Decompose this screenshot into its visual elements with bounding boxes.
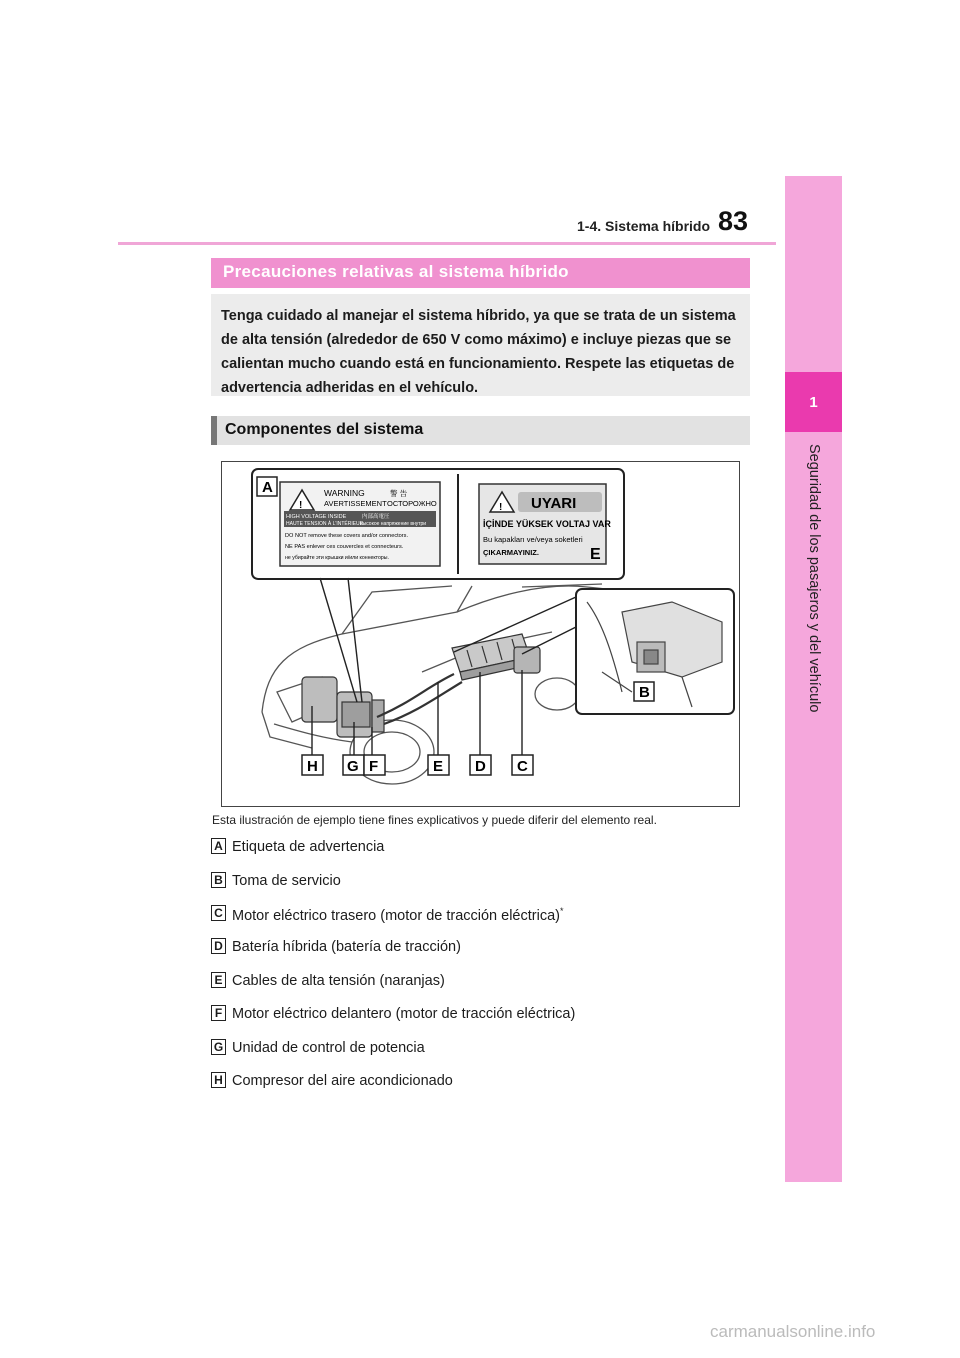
svg-text:E: E	[433, 758, 444, 775]
list-item	[211, 938, 691, 960]
svg-text:F: F	[369, 758, 379, 775]
callout-B	[634, 682, 654, 701]
item-letter-badge: E	[211, 972, 226, 988]
components-heading-text: Componentes del sistema	[225, 421, 424, 438]
callout-D	[470, 755, 491, 775]
label2-line1: İÇİNDE YÜKSEK VOLTAJ VAR	[483, 519, 611, 529]
item-label: Compresor del aire acondicionado	[232, 1073, 453, 1089]
figure-caption: Esta ilustración de ejemplo tiene fines explicativos y puede diferir del elemento real.	[212, 813, 657, 827]
watermark: carmanualsonline.info	[710, 1322, 876, 1341]
item-label-with-note	[232, 906, 564, 924]
label1-line5: DO NOT remove these covers and/or connectors.	[285, 533, 409, 539]
page-number: 83	[718, 206, 749, 236]
label1-line1: WARNING	[324, 488, 365, 498]
intro-line-2: de alta tensión (alrededor de 650 V como máximo) e incluye piezas que se	[221, 332, 732, 348]
item-letter-badge: A	[211, 838, 226, 854]
chapter-sidebar	[785, 176, 842, 1182]
svg-text:C: C	[517, 758, 528, 775]
svg-text:A: A	[262, 479, 273, 496]
chapter-heading: 1-4. Sistema híbrido	[577, 218, 711, 234]
list-item	[211, 972, 691, 994]
warning-label-left	[280, 482, 440, 566]
svg-text:G: G	[347, 758, 359, 775]
item-label: Toma de servicio	[232, 873, 341, 889]
callout-F	[364, 755, 385, 775]
list-item	[211, 1072, 691, 1094]
section-heading-precautions	[211, 258, 750, 288]
list-item	[211, 838, 691, 860]
label1-line6: NE PAS enlever ces couvercles et connecteurs.	[285, 544, 404, 550]
label1-line4: HAUTE TENSION À L'INTÉRIEUR	[286, 521, 364, 527]
list-item	[211, 1005, 691, 1027]
list-item	[211, 1039, 691, 1061]
svg-text:E: E	[590, 546, 601, 563]
item-label: Cables de alta tensión (naranjas)	[232, 973, 445, 989]
list-item	[211, 872, 691, 894]
section-heading-text: Precauciones relativas al sistema híbrido	[223, 262, 569, 281]
footnote-marker: *	[559, 906, 564, 916]
item-letter-badge: B	[211, 872, 226, 888]
callout-H	[302, 755, 323, 775]
label1-line3b: 内部高電圧	[362, 514, 390, 520]
callout-C	[512, 755, 533, 775]
intro-line-4: advertencia adheridas en el vehículo.	[221, 380, 479, 396]
intro-line-3: calientan mucho cuando está en funcionamiento. Respete las etiquetas de	[221, 356, 735, 372]
item-letter-badge: D	[211, 938, 226, 954]
callout-E	[428, 755, 449, 775]
label1-line7: не убирайте эти крышки и/или коннекторы.	[285, 555, 389, 561]
section-heading-components	[211, 416, 750, 445]
header-rule	[118, 242, 776, 245]
label2-line2: Bu kapakları ve/veya soketleri	[483, 535, 583, 544]
item-label: Motor eléctrico delantero (motor de tracción eléctrica)	[232, 1006, 576, 1022]
svg-text:B: B	[639, 684, 650, 701]
item-label-text: Motor eléctrico trasero (motor de tracción eléctrica)	[232, 907, 560, 924]
components-illustration	[221, 461, 740, 807]
item-label: Etiqueta de advertencia	[232, 839, 385, 855]
item-letter-badge: H	[211, 1072, 226, 1088]
chapter-title-vertical: Seguridad de los pasajeros y del vehículo	[806, 444, 822, 713]
label2-title: UYARI	[531, 495, 577, 512]
label1-line2: AVERTISSEMENT	[324, 499, 387, 508]
hv-cables	[377, 674, 462, 724]
item-letter-badge: C	[211, 905, 226, 921]
label2-line3: ÇIKARMAYINIZ.	[483, 548, 539, 557]
precautions-box	[211, 294, 750, 396]
callout-G	[343, 755, 364, 775]
list-item	[211, 905, 691, 927]
intro-line-1: Tenga cuidado al manejar el sistema híbrido, ya que se trata de un sistema	[221, 308, 736, 324]
chapter-number-tab[interactable]: 1	[785, 372, 842, 432]
svg-text:H: H	[307, 758, 318, 775]
svg-text:!: !	[299, 500, 303, 511]
item-letter-badge: F	[211, 1005, 226, 1021]
svg-text:!: !	[499, 502, 503, 513]
callout-E-label	[590, 546, 601, 563]
label1-line2b: ОСТОРОЖНО	[387, 499, 437, 508]
label1-line3: HIGH VOLTAGE INSIDE	[286, 514, 347, 520]
label1-line1b: 警 告	[390, 489, 408, 498]
svg-text:D: D	[475, 758, 486, 775]
heading-accent-bar	[211, 416, 217, 445]
item-label: Batería híbrida (batería de tracción)	[232, 939, 461, 955]
callout-A	[257, 477, 277, 496]
item-label: Unidad de control de potencia	[232, 1040, 425, 1056]
label1-line4b: высокое напряжение внутри	[360, 521, 427, 527]
item-letter-badge: G	[211, 1039, 226, 1055]
